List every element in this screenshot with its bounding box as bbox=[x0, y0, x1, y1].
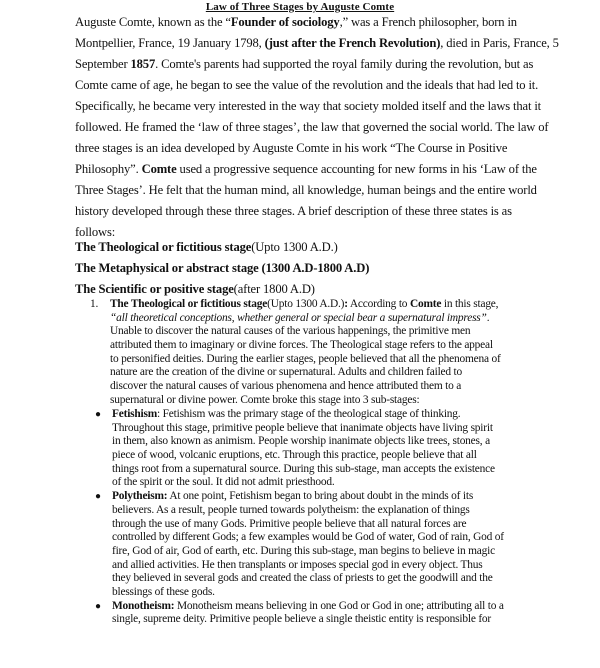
bold-text: The Theological or fictitious stage bbox=[110, 298, 268, 310]
text: (after 1800 A.D) bbox=[233, 282, 315, 296]
intro-line: history developed through these three stages. A brief description of these three states is as bbox=[75, 204, 512, 218]
sub-line: believers. As a result, people turned towards polytheism: the explanation of things bbox=[112, 503, 470, 516]
item-line: discover the natural causes of various phenomena and hence attributed them to a bbox=[110, 380, 462, 393]
bold-text: 1857 bbox=[130, 57, 156, 71]
intro-line: followed. He framed the ‘law of three stages’, the law that governed the social world. The law of bbox=[75, 120, 549, 134]
intro-line bbox=[75, 54, 595, 75]
stage-headings bbox=[75, 237, 369, 300]
item-line: supernatural or divine power. Comte broke this stage into 3 sub-stages: bbox=[110, 393, 420, 406]
text: , died in Paris, France, 5 bbox=[440, 36, 559, 50]
text: ,” was a French philosopher, born in bbox=[339, 15, 517, 29]
stage-heading-metaphysical bbox=[75, 258, 369, 279]
bold-text: Founder of sociology bbox=[230, 15, 340, 29]
text: . Comte's parents had supported the royal family during the revolution, but as bbox=[155, 57, 534, 71]
text: Montpellier, France, 19 January 1798, bbox=[75, 36, 265, 50]
text: According to bbox=[347, 298, 410, 310]
text: in this stage, bbox=[441, 298, 499, 310]
intro-line bbox=[75, 159, 595, 180]
text: (Upto 1300 A.D.) bbox=[267, 298, 345, 310]
bold-text: : bbox=[344, 298, 348, 310]
bullet-icon: ● bbox=[95, 491, 101, 503]
sub-line: things root from a supernatural source. During this sub-stage, man accepts the existence bbox=[112, 462, 495, 475]
item-line bbox=[110, 298, 595, 312]
bold-text: (just after the French Revolution) bbox=[264, 36, 441, 50]
bold-text: Monotheism: bbox=[112, 599, 175, 612]
bold-text: The Scientific or positive stage bbox=[75, 282, 234, 296]
sub-stage-fetishism bbox=[95, 408, 595, 490]
sub-line: controlled by different Gods; a few examples would be God of water, God of rain, God of bbox=[112, 531, 504, 544]
text: Monotheism means believing in one God or God in one; attributing all to a bbox=[174, 599, 504, 612]
item-line: Unable to discover the natural causes of the various happenings, the primitive men bbox=[110, 325, 471, 338]
text: Philosophy”. bbox=[75, 162, 142, 176]
intro-line: Three Stages’. He felt that the human mind, all knowledge, human beings and the entire world bbox=[75, 183, 537, 197]
page-title: Law of Three Stages by Auguste Comte bbox=[205, 1, 395, 13]
sub-line: Throughout this stage, primitive people believe that inanimate objects have living spirit bbox=[112, 421, 493, 434]
sub-line: they believed in several gods and created the class of priests to get the goodwill and the bbox=[112, 572, 493, 585]
item-line: to personified deities. During the earlier stages, people believed that all the phenomena of bbox=[110, 352, 501, 365]
list-item bbox=[90, 298, 595, 408]
bullet-icon: ● bbox=[95, 600, 101, 612]
bold-text: Polytheism: bbox=[112, 490, 168, 503]
text: used a progressive sequence accounting for new forms in his ‘Law of the bbox=[176, 162, 537, 176]
stage-heading-theological bbox=[75, 237, 369, 258]
quote-text: “all theoretical conceptions, whether general or special bear a supernatural impress” bbox=[110, 311, 487, 324]
stage-heading-scientific bbox=[75, 279, 369, 300]
bold-text: The Theological or fictitious stage bbox=[75, 240, 252, 254]
sub-line: of the spirit or the soul. It did not admit priesthood. bbox=[112, 476, 335, 489]
intro-paragraph bbox=[75, 12, 595, 243]
text: Auguste Comte, known as the “ bbox=[75, 15, 231, 29]
intro-line: Specifically, he became very interested in the way that society molded itself and the laws that it bbox=[75, 99, 542, 113]
bold-text: Comte bbox=[141, 162, 177, 176]
item-line bbox=[110, 312, 595, 326]
numbered-list bbox=[90, 298, 595, 408]
bold-text: Fetishism bbox=[112, 408, 158, 420]
sub-line bbox=[112, 600, 595, 614]
sub-line: and allied activities. He then transplants or imposes special god in every object. Thus bbox=[112, 558, 483, 571]
text: (Upto 1300 A.D.) bbox=[251, 240, 338, 254]
bullet-icon: ● bbox=[95, 409, 101, 420]
bold-text: Comte bbox=[409, 298, 442, 310]
item-line: attributed them to imaginary or divine forces. The Theological stage refers to the appeal bbox=[110, 339, 493, 352]
intro-line: Comte came of age, he began to see the value of the revolution and the ideals that had led to it. bbox=[75, 78, 539, 92]
text: September bbox=[75, 57, 131, 71]
sub-stage-monotheism bbox=[95, 600, 595, 627]
item-line: nature are the creation of the divine or supernatural. Adults and children failed to bbox=[110, 366, 462, 379]
sub-line: fire, God of air, God of earth, etc. During this sub-stage, man begins to believe in magic bbox=[112, 544, 495, 557]
intro-line bbox=[75, 12, 595, 33]
sub-line: single, supreme deity. Primitive people believe a single theistic entity is responsible for bbox=[112, 613, 492, 626]
intro-line: three stages is an idea developed by Auguste Comte in his work “The Course in Positive bbox=[75, 141, 508, 155]
list-number: 1. bbox=[90, 298, 99, 310]
sub-stage-list bbox=[95, 408, 595, 627]
sub-line bbox=[112, 490, 595, 504]
text: : Fetishism was the primary stage of the theological stage of thinking. bbox=[157, 408, 461, 420]
sub-line: blessings of these gods. bbox=[112, 585, 215, 598]
intro-line: follows: bbox=[75, 225, 116, 239]
text: . bbox=[486, 311, 490, 324]
text: At one point, Fetishism began to bring about doubt in the minds of its bbox=[167, 490, 474, 503]
sub-stage-polytheism bbox=[95, 490, 595, 600]
bold-text: The Metaphysical or abstract stage (1300 A.D-1800 A.D) bbox=[75, 261, 370, 275]
sub-line: in them, also known as animism. People worship inanimate objects like trees, stones, a bbox=[112, 435, 490, 448]
sub-line: piece of wood, volcanic eruptions, etc. Through this practice, people believe that all bbox=[112, 449, 477, 462]
intro-line bbox=[75, 33, 595, 54]
sub-line: through the use of many Gods. Primitive people believe that all natural forces are bbox=[112, 517, 467, 530]
sub-line bbox=[112, 408, 595, 422]
